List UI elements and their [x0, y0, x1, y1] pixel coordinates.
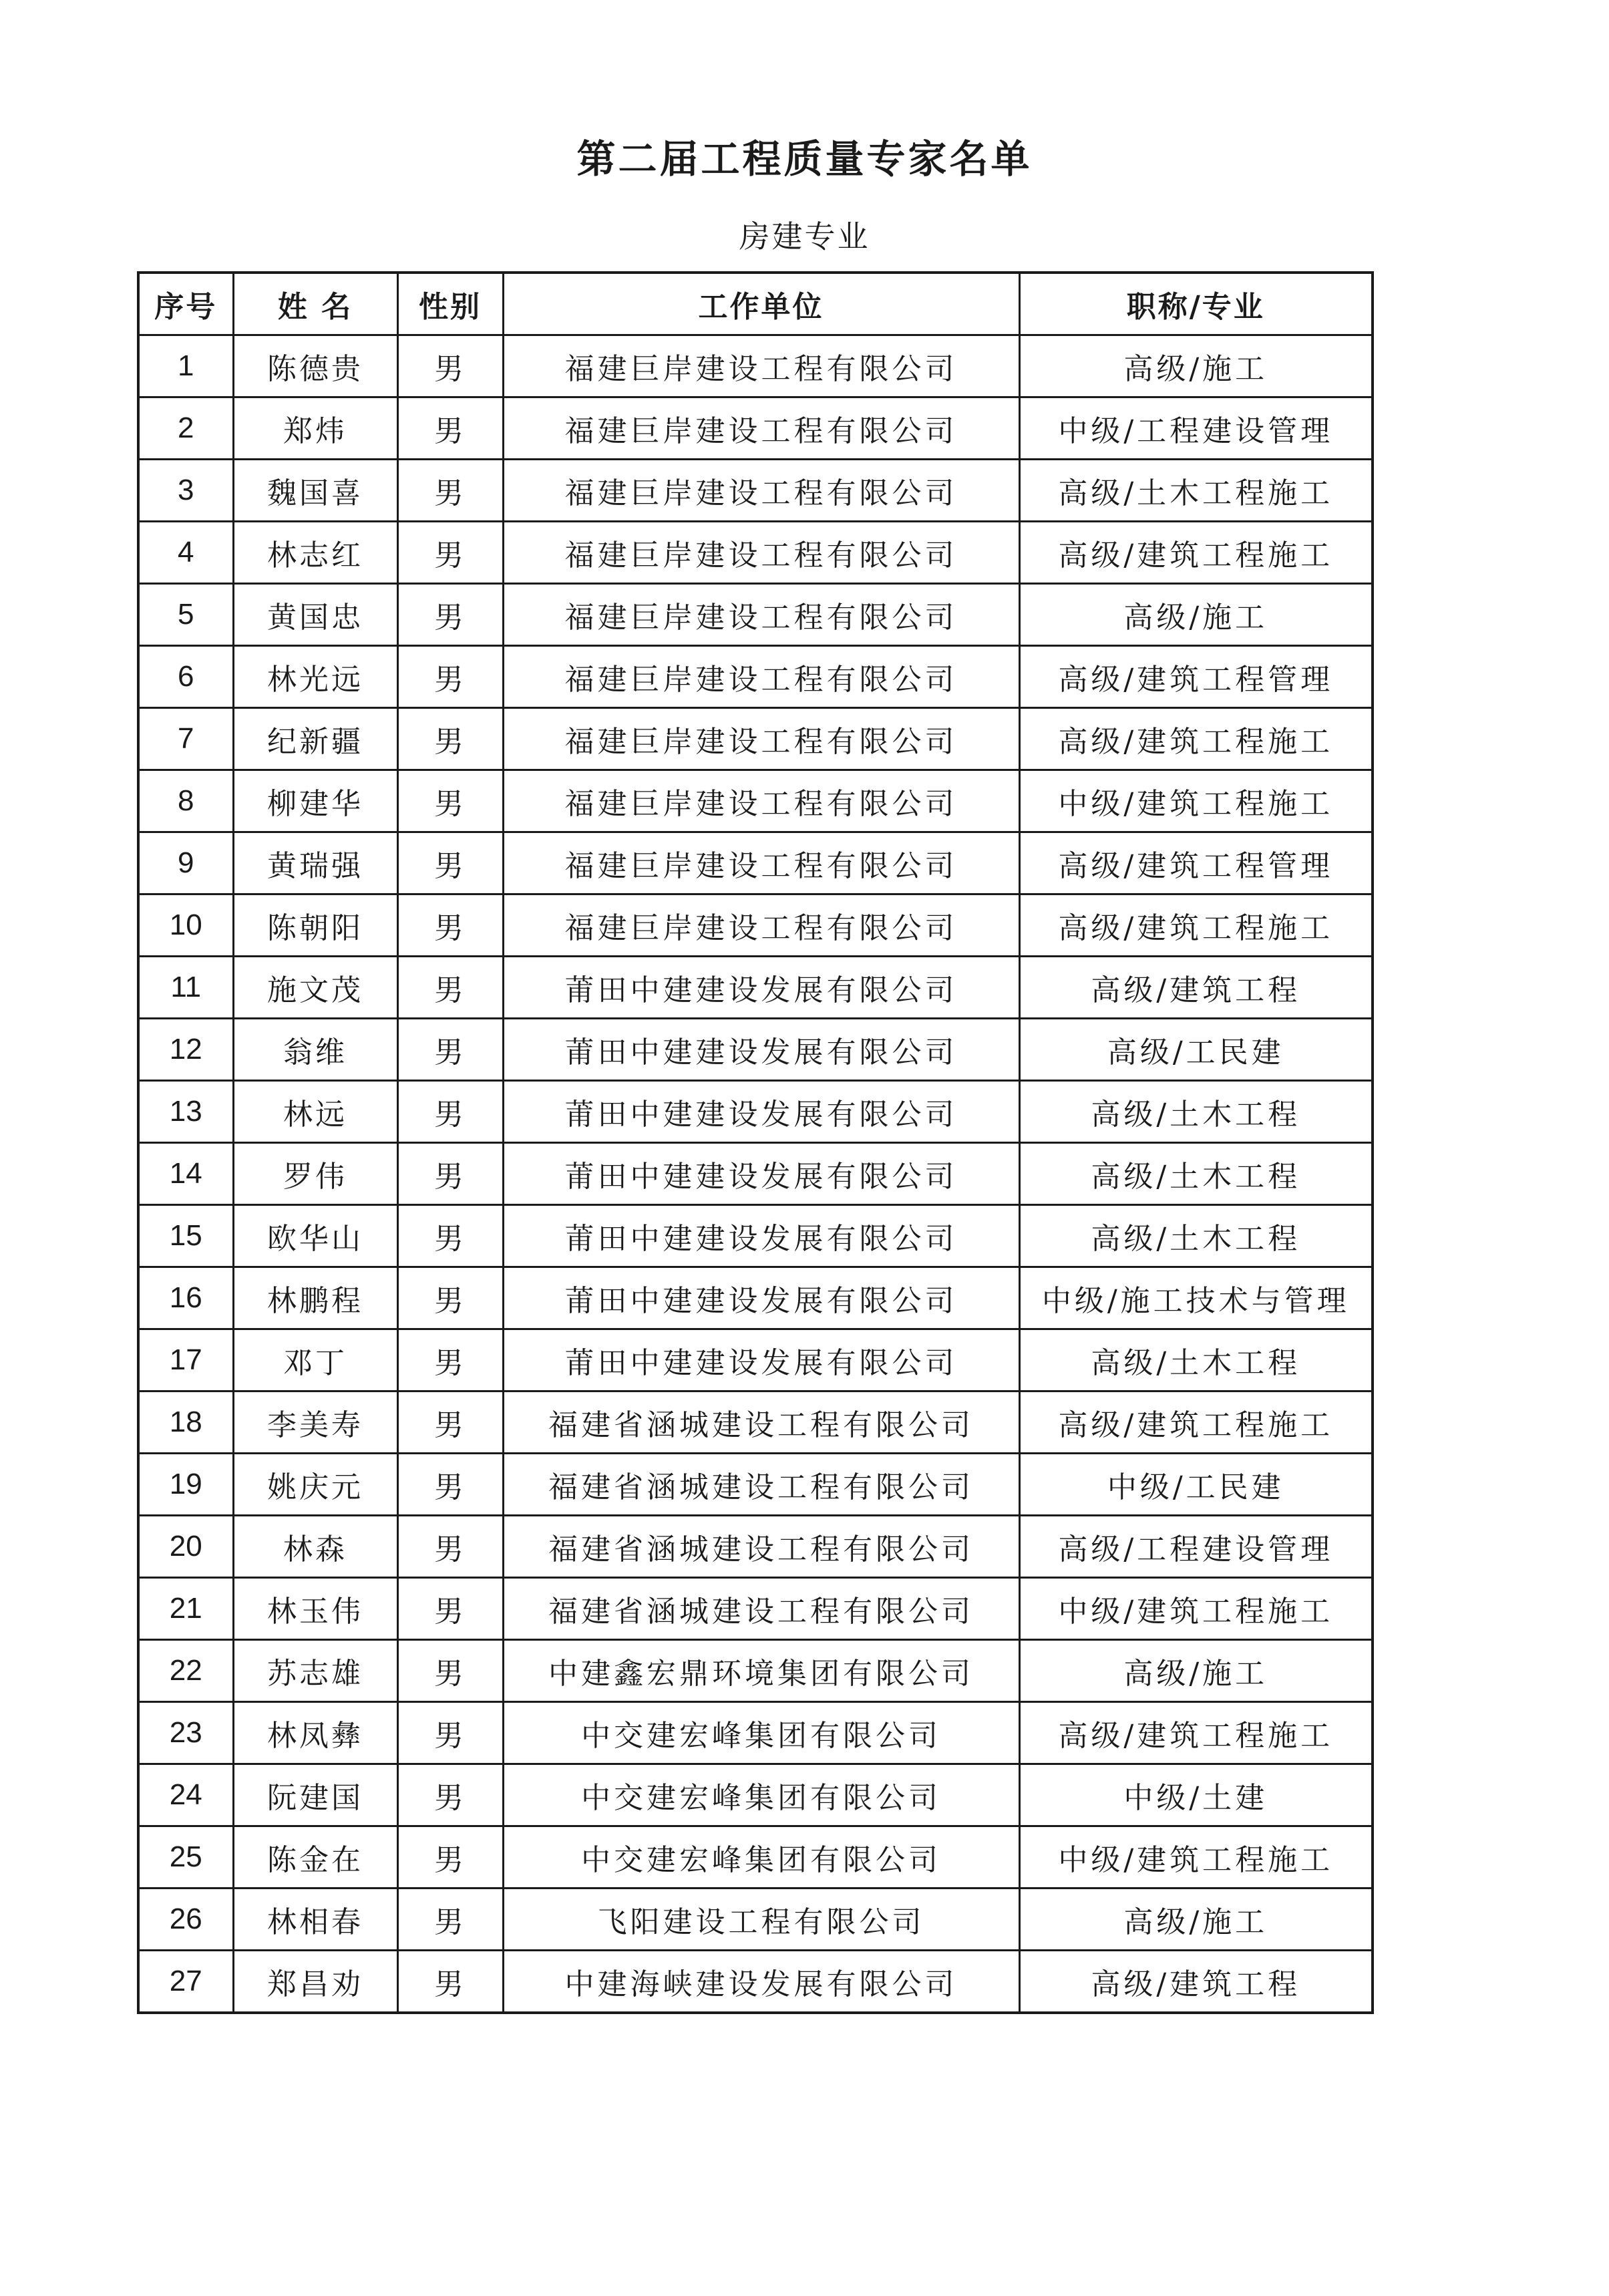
cell-index: 5 [138, 584, 233, 646]
cell-index: 11 [138, 957, 233, 1019]
cell-name: 罗伟 [233, 1143, 397, 1205]
table-row [138, 1578, 1373, 1640]
cell-index: 8 [138, 770, 233, 832]
header-index: 序号 [138, 273, 233, 335]
cell-index: 14 [138, 1143, 233, 1205]
table-row [138, 1889, 1373, 1951]
cell-unit: 中交建宏峰集团有限公司 [503, 1764, 1019, 1826]
cell-title: 高级/建筑工程施工 [1019, 1391, 1373, 1454]
cell-title: 中级/建筑工程施工 [1019, 770, 1373, 832]
header-name: 姓 名 [233, 273, 397, 335]
cell-index: 3 [138, 460, 233, 522]
table-row [138, 397, 1373, 460]
cell-gender: 男 [397, 1640, 503, 1702]
cell-index: 13 [138, 1081, 233, 1143]
cell-index: 10 [138, 894, 233, 957]
table-row [138, 1329, 1373, 1391]
table-row [138, 1391, 1373, 1454]
cell-gender: 男 [397, 397, 503, 460]
cell-title: 高级/土木工程 [1019, 1081, 1373, 1143]
document-title: 第二届工程质量专家名单 [576, 136, 1033, 182]
cell-title: 中级/建筑工程施工 [1019, 1578, 1373, 1640]
cell-unit: 莆田中建建设发展有限公司 [503, 957, 1019, 1019]
cell-index: 6 [138, 646, 233, 708]
cell-gender: 男 [397, 1951, 503, 2013]
cell-name: 阮建国 [233, 1764, 397, 1826]
cell-index: 15 [138, 1205, 233, 1267]
cell-gender: 男 [397, 1329, 503, 1391]
cell-unit: 莆田中建建设发展有限公司 [503, 1267, 1019, 1329]
cell-name: 林森 [233, 1516, 397, 1578]
cell-index: 18 [138, 1391, 233, 1454]
table-header [138, 273, 1373, 335]
cell-name: 林相春 [233, 1889, 397, 1951]
cell-gender: 男 [397, 1267, 503, 1329]
cell-index: 12 [138, 1019, 233, 1081]
cell-title: 高级/土木工程施工 [1019, 460, 1373, 522]
cell-name: 林光远 [233, 646, 397, 708]
cell-title: 高级/土木工程 [1019, 1143, 1373, 1205]
cell-unit: 莆田中建建设发展有限公司 [503, 1019, 1019, 1081]
cell-gender: 男 [397, 1081, 503, 1143]
cell-index: 26 [138, 1889, 233, 1951]
cell-name: 纪新疆 [233, 708, 397, 770]
cell-gender: 男 [397, 460, 503, 522]
cell-unit: 莆田中建建设发展有限公司 [503, 1081, 1019, 1143]
cell-name: 林志红 [233, 522, 397, 584]
cell-name: 黄瑞强 [233, 832, 397, 894]
table-row [138, 1454, 1373, 1516]
cell-title: 高级/建筑工程 [1019, 1951, 1373, 2013]
table-row [138, 832, 1373, 894]
cell-title: 高级/建筑工程施工 [1019, 894, 1373, 957]
cell-unit: 福建省涵城建设工程有限公司 [503, 1516, 1019, 1578]
cell-name: 郑炜 [233, 397, 397, 460]
document-subtitle: 房建专业 [739, 218, 870, 255]
cell-unit: 中交建宏峰集团有限公司 [503, 1702, 1019, 1764]
cell-name: 魏国喜 [233, 460, 397, 522]
cell-unit: 莆田中建建设发展有限公司 [503, 1143, 1019, 1205]
cell-gender: 男 [397, 1143, 503, 1205]
cell-gender: 男 [397, 894, 503, 957]
cell-gender: 男 [397, 770, 503, 832]
cell-name: 欧华山 [233, 1205, 397, 1267]
cell-unit: 福建巨岸建设工程有限公司 [503, 646, 1019, 708]
table-row [138, 1951, 1373, 2013]
cell-gender: 男 [397, 1889, 503, 1951]
cell-unit: 福建省涵城建设工程有限公司 [503, 1391, 1019, 1454]
cell-index: 4 [138, 522, 233, 584]
cell-name: 李美寿 [233, 1391, 397, 1454]
cell-unit: 中建海峡建设发展有限公司 [503, 1951, 1019, 2013]
cell-gender: 男 [397, 522, 503, 584]
header-row [138, 273, 1373, 335]
table-row [138, 335, 1373, 397]
cell-title: 高级/建筑工程管理 [1019, 832, 1373, 894]
cell-index: 22 [138, 1640, 233, 1702]
cell-name: 林鹏程 [233, 1267, 397, 1329]
cell-title: 高级/施工 [1019, 1889, 1373, 1951]
cell-unit: 福建巨岸建设工程有限公司 [503, 397, 1019, 460]
cell-name: 柳建华 [233, 770, 397, 832]
cell-title: 高级/施工 [1019, 584, 1373, 646]
cell-index: 17 [138, 1329, 233, 1391]
cell-index: 21 [138, 1578, 233, 1640]
cell-title: 高级/土木工程 [1019, 1329, 1373, 1391]
cell-title: 高级/建筑工程施工 [1019, 1702, 1373, 1764]
table-row [138, 1205, 1373, 1267]
table-row [138, 584, 1373, 646]
cell-name: 陈金在 [233, 1826, 397, 1889]
cell-name: 林玉伟 [233, 1578, 397, 1640]
cell-title: 高级/工民建 [1019, 1019, 1373, 1081]
cell-gender: 男 [397, 1826, 503, 1889]
cell-unit: 福建巨岸建设工程有限公司 [503, 584, 1019, 646]
table-row [138, 1143, 1373, 1205]
cell-unit: 福建巨岸建设工程有限公司 [503, 894, 1019, 957]
cell-unit: 福建巨岸建设工程有限公司 [503, 522, 1019, 584]
table-row [138, 1826, 1373, 1889]
cell-name: 翁维 [233, 1019, 397, 1081]
cell-name: 郑昌劝 [233, 1951, 397, 2013]
header-unit: 工作单位 [503, 273, 1019, 335]
cell-gender: 男 [397, 1516, 503, 1578]
cell-gender: 男 [397, 957, 503, 1019]
cell-index: 2 [138, 397, 233, 460]
cell-title: 高级/土木工程 [1019, 1205, 1373, 1267]
cell-unit: 中建鑫宏鼎环境集团有限公司 [503, 1640, 1019, 1702]
cell-name: 邓丁 [233, 1329, 397, 1391]
table-row [138, 646, 1373, 708]
cell-gender: 男 [397, 1578, 503, 1640]
cell-unit: 福建省涵城建设工程有限公司 [503, 1454, 1019, 1516]
table-row [138, 1516, 1373, 1578]
cell-title: 中级/工程建设管理 [1019, 397, 1373, 460]
cell-index: 16 [138, 1267, 233, 1329]
table-row [138, 1764, 1373, 1826]
cell-name: 施文茂 [233, 957, 397, 1019]
cell-gender: 男 [397, 1391, 503, 1454]
cell-title: 高级/建筑工程管理 [1019, 646, 1373, 708]
table-row [138, 957, 1373, 1019]
cell-gender: 男 [397, 584, 503, 646]
cell-name: 陈德贵 [233, 335, 397, 397]
cell-unit: 福建省涵城建设工程有限公司 [503, 1578, 1019, 1640]
cell-gender: 男 [397, 646, 503, 708]
cell-gender: 男 [397, 1019, 503, 1081]
cell-gender: 男 [397, 1454, 503, 1516]
cell-unit: 福建巨岸建设工程有限公司 [503, 770, 1019, 832]
cell-unit: 福建巨岸建设工程有限公司 [503, 708, 1019, 770]
cell-name: 黄国忠 [233, 584, 397, 646]
cell-unit: 中交建宏峰集团有限公司 [503, 1826, 1019, 1889]
table-row [138, 460, 1373, 522]
cell-index: 25 [138, 1826, 233, 1889]
cell-index: 19 [138, 1454, 233, 1516]
cell-index: 27 [138, 1951, 233, 2013]
cell-name: 姚庆元 [233, 1454, 397, 1516]
cell-unit: 福建巨岸建设工程有限公司 [503, 832, 1019, 894]
cell-title: 高级/建筑工程施工 [1019, 708, 1373, 770]
table-body [138, 335, 1373, 2013]
cell-index: 1 [138, 335, 233, 397]
cell-title: 高级/工程建设管理 [1019, 1516, 1373, 1578]
table-row [138, 1081, 1373, 1143]
cell-gender: 男 [397, 1702, 503, 1764]
cell-title: 中级/建筑工程施工 [1019, 1826, 1373, 1889]
cell-gender: 男 [397, 335, 503, 397]
cell-gender: 男 [397, 708, 503, 770]
cell-index: 7 [138, 708, 233, 770]
cell-gender: 男 [397, 1205, 503, 1267]
header-gender: 性别 [397, 273, 503, 335]
cell-unit: 莆田中建建设发展有限公司 [503, 1329, 1019, 1391]
cell-title: 高级/建筑工程施工 [1019, 522, 1373, 584]
table-row [138, 708, 1373, 770]
cell-name: 苏志雄 [233, 1640, 397, 1702]
cell-title: 高级/建筑工程 [1019, 957, 1373, 1019]
cell-title: 中级/施工技术与管理 [1019, 1267, 1373, 1329]
table-row [138, 1019, 1373, 1081]
cell-unit: 莆田中建建设发展有限公司 [503, 1205, 1019, 1267]
table-row [138, 894, 1373, 957]
cell-title: 高级/施工 [1019, 1640, 1373, 1702]
table-row [138, 1702, 1373, 1764]
table-row [138, 1267, 1373, 1329]
cell-unit: 飞阳建设工程有限公司 [503, 1889, 1019, 1951]
header-title: 职称/专业 [1019, 273, 1373, 335]
cell-index: 23 [138, 1702, 233, 1764]
cell-index: 20 [138, 1516, 233, 1578]
table-row [138, 770, 1373, 832]
cell-index: 24 [138, 1764, 233, 1826]
cell-name: 林远 [233, 1081, 397, 1143]
cell-gender: 男 [397, 832, 503, 894]
cell-unit: 福建巨岸建设工程有限公司 [503, 460, 1019, 522]
cell-index: 9 [138, 832, 233, 894]
cell-title: 中级/土建 [1019, 1764, 1373, 1826]
expert-roster-table [137, 271, 1374, 2014]
table-row [138, 522, 1373, 584]
table-row [138, 1640, 1373, 1702]
cell-unit: 福建巨岸建设工程有限公司 [503, 335, 1019, 397]
cell-title: 中级/工民建 [1019, 1454, 1373, 1516]
cell-name: 林凤彝 [233, 1702, 397, 1764]
cell-name: 陈朝阳 [233, 894, 397, 957]
cell-gender: 男 [397, 1764, 503, 1826]
cell-title: 高级/施工 [1019, 335, 1373, 397]
